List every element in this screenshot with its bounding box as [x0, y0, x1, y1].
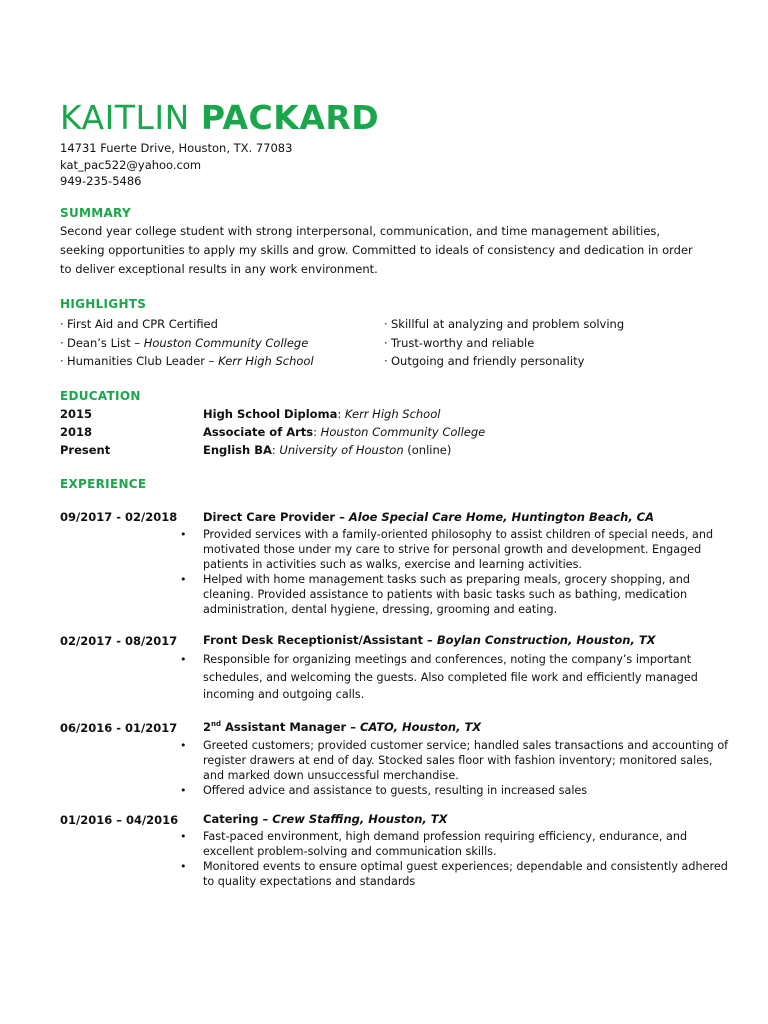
- summary-heading: SUMMARY: [60, 206, 131, 220]
- highlight-item: · Trust-worthy and reliable: [384, 334, 624, 353]
- phone: 949-235-5486: [60, 174, 142, 188]
- job-bullets: [203, 527, 733, 617]
- highlight-item: · First Aid and CPR Certified: [60, 315, 314, 334]
- list-item: • Responsible for organizing meetings and conferences, noting the company’s important schedules, and welcoming the guests. Also completed file work and efficiently managed incoming and outgoing calls.: [203, 651, 733, 704]
- email: kat_pac522@yahoo.com: [60, 157, 202, 172]
- education-heading: EDUCATION: [60, 389, 141, 403]
- bullet-icon: ·: [60, 354, 64, 368]
- job-dates: 09/2017 - 02/2018: [60, 510, 178, 524]
- education-year: Present: [60, 443, 111, 457]
- candidate-name: [60, 98, 379, 138]
- summary-text: Second year college student with strong interpersonal, communication, and time management abilities, seeking opportunities to apply my skills and grow. Committed to ideals of consistency and dedication in order to deliver exceptional results in any work environment.: [60, 224, 693, 276]
- highlights-left-column: [60, 315, 314, 371]
- list-item: • Greeted customers; provided customer service; handled sales transactions and accounting of register drawers at end of day. Stocked sales floor with fashion inventory; monitored sales, and marked down unsuccessful merchandise.: [203, 738, 733, 783]
- highlight-item: · Outgoing and friendly personality: [384, 352, 624, 371]
- list-item: • Offered advice and assistance to guests, resulting in increased sales: [203, 783, 733, 798]
- address: 14731 Fuerte Drive, Houston, TX. 77083: [60, 141, 293, 155]
- highlights-heading: HIGHLIGHTS: [60, 297, 147, 311]
- last-name: PACKARD: [200, 98, 380, 137]
- job-dates: 06/2016 - 01/2017: [60, 721, 178, 735]
- bullet-icon: ·: [60, 335, 64, 350]
- experience-heading: EXPERIENCE: [60, 477, 147, 491]
- job-bullets: [203, 651, 733, 704]
- list-item: • Provided services with a family-oriented philosophy to assist children of special needs, and motivated those under my care to strive for personal growth and development. Engaged patients in activities such as walks, exercise and learning activities.: [203, 527, 733, 572]
- highlight-item: · Skillful at analyzing and problem solving: [384, 315, 624, 334]
- job-title: Front Desk Receptionist/Assistant – Boylan Construction, Houston, TX: [203, 633, 656, 647]
- list-item: • Monitored events to ensure optimal guest experiences; dependable and consistently adhered to quality expectations and standards: [203, 859, 733, 889]
- highlight-item: · Dean’s List – Houston Community College: [60, 334, 314, 353]
- job-bullets: [203, 829, 733, 889]
- education-detail: English BA: University of Houston (online): [203, 443, 452, 457]
- bullet-icon: ·: [384, 317, 388, 331]
- job-company: Aloe Special Care Home, Huntington Beach, CA: [348, 510, 655, 524]
- job-company: CATO, Houston, TX: [359, 720, 482, 734]
- education-year: 2018: [60, 425, 93, 439]
- job-title: 2nd Assistant Manager – CATO, Houston, TX: [203, 720, 482, 734]
- bullet-icon: ·: [60, 317, 64, 331]
- first-name: KAITLIN: [60, 98, 190, 137]
- job-company: Crew Staffing, Houston, TX: [272, 812, 448, 826]
- contact-info: [60, 140, 292, 190]
- job-title: Direct Care Provider – Aloe Special Care Home, Huntington Beach, CA: [203, 510, 655, 524]
- job-bullets: [203, 738, 733, 798]
- education-year: 2015: [60, 407, 93, 421]
- bullet-icon: ·: [384, 354, 388, 368]
- list-item: • Fast-paced environment, high demand profession requiring efficiency, endurance, and excellent problem-solving and communication skills.: [203, 829, 733, 859]
- bullet-icon: ·: [384, 335, 388, 350]
- highlight-item: · Humanities Club Leader – Kerr High School: [60, 352, 314, 371]
- highlights-right-column: [384, 315, 624, 371]
- list-item: • Helped with home management tasks such as preparing meals, grocery shopping, and cleaning. Provided assistance to patients with basic tasks such as bathing, medication administration, dental hygiene, dressing, grooming and eating.: [203, 572, 733, 617]
- job-dates: 01/2016 – 04/2016: [60, 813, 179, 827]
- education-detail: High School Diploma: Kerr High School: [203, 407, 441, 421]
- education-detail: Associate of Arts: Houston Community College: [203, 425, 486, 439]
- job-dates: 02/2017 - 08/2017: [60, 634, 178, 648]
- job-company: Boylan Construction, Houston, TX: [436, 633, 656, 647]
- job-title: Catering – Crew Staffing, Houston, TX: [203, 812, 448, 826]
